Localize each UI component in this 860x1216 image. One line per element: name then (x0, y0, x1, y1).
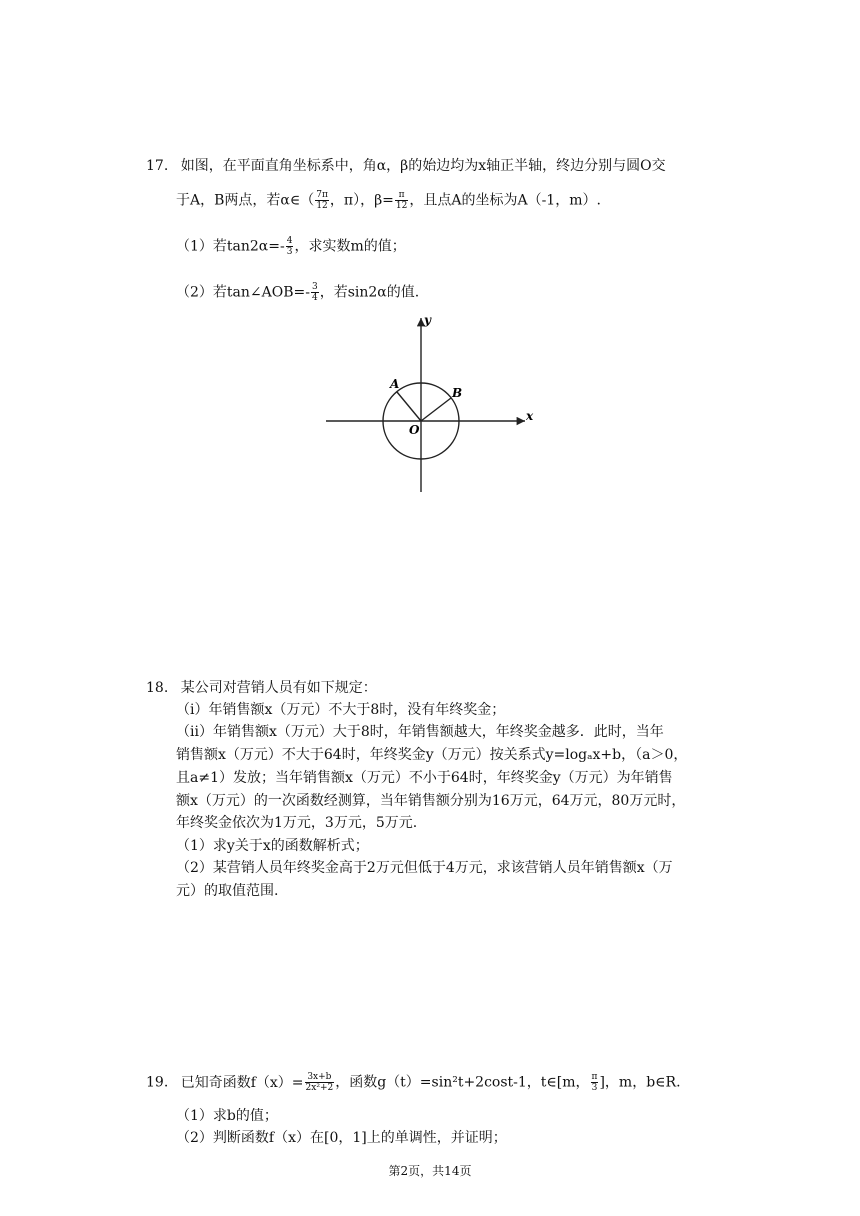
q17-stem-line1: 如图，在平面直角坐标系中，角α，β的始边均为x轴正半轴，终边分别与圆O交 (180, 158, 666, 174)
p2-fraction: $\frac{3}{4}$ (311, 282, 318, 303)
q18-line1: （i）年销售额x（万元）不大于8时，没有年终奖金； (176, 702, 506, 718)
q18-number: 18. (146, 680, 169, 696)
ray-OB (421, 398, 451, 421)
q18-part1: （1）求y关于x的函数解析式； (176, 838, 369, 854)
q18-part2-line1: （2）某营销人员年终奖金高于2万元但低于4万元，求该营销人员年销售额x（万 (176, 860, 673, 876)
beta-fraction: $\frac{\pi}{12}$ (395, 190, 408, 211)
p1-fraction: $\frac{4}{3}$ (286, 236, 293, 257)
q19-number: 19. (146, 1074, 169, 1091)
q18-line0: 18. 某公司对营销人员有如下规定： (146, 680, 377, 696)
q17-stem-line2-b: ，π），β= (329, 192, 394, 209)
q17-part2: （2）若tan∠AOB=- $\frac{3}{4}$ ，若sin2α的值. (176, 282, 420, 303)
q18-line6: 年终奖金依次为1万元，3万元，5万元. (176, 815, 418, 831)
q18-line2: （ii）年销售额x（万元）大于8时，年销售额越大，年终奖金越多．此时，当年 (176, 724, 664, 740)
point-B-label: B (452, 386, 463, 400)
origin-label: O (409, 423, 420, 437)
q17-stem-line2-a: 于A，B两点，若α∈（ (176, 192, 315, 209)
q17-line1 (146, 156, 666, 176)
q18-line3: 销售额x（万元）不大于64时，年终奖金y（万元）按关系式y=logₐx+b，（a＞0， (176, 747, 688, 763)
q17-part1: （1）若tan2α=- $\frac{4}{3}$ ，求实数m的值； (176, 236, 406, 257)
q18-line5: 额x（万元）的一次函数经测算，当年销售额分别为16万元，64万元，80万元时， (176, 793, 686, 809)
coordinate-figure (320, 310, 540, 495)
q19-part2: （2）判断函数f（x）在[0，1]上的单调性，并证明； (176, 1130, 507, 1146)
t-fraction: $\frac{\pi}{3}$ (591, 1072, 598, 1093)
y-axis-label: y (424, 313, 431, 327)
q17-number: 17. (146, 158, 169, 174)
q18-part2-line2: 元）的取值范围. (176, 883, 279, 899)
q17-line2 (176, 190, 601, 211)
q17-stem-line2-c: ，且点A的坐标为A（-1，m）. (409, 192, 601, 209)
alpha-fraction: $\frac{7\pi}{12}$ (316, 190, 328, 211)
q18-line4: 且a≠1）发放；当年销售额x（万元）不小于64时，年终奖金y（万元）为年销售 (176, 770, 673, 786)
x-axis-label: x (526, 409, 534, 423)
q19-part1: （1）求b的值； (176, 1108, 278, 1124)
point-A-label: A (390, 377, 400, 391)
q19-line1: 19. 已知奇函数f（x）= $\frac{3x+b}{\text{2x²+2}}$ ，函数g（t）=sin²t+2cost-1，t∈[m， $\frac{\pi}{3}$ ]，m，b∈R. (146, 1072, 681, 1093)
page-footer: 第2页，共14页 (388, 1164, 472, 1178)
f-fraction: $\frac{3x+b}{\text{2x²+2}}$ (305, 1072, 334, 1093)
ray-OA (397, 392, 421, 421)
